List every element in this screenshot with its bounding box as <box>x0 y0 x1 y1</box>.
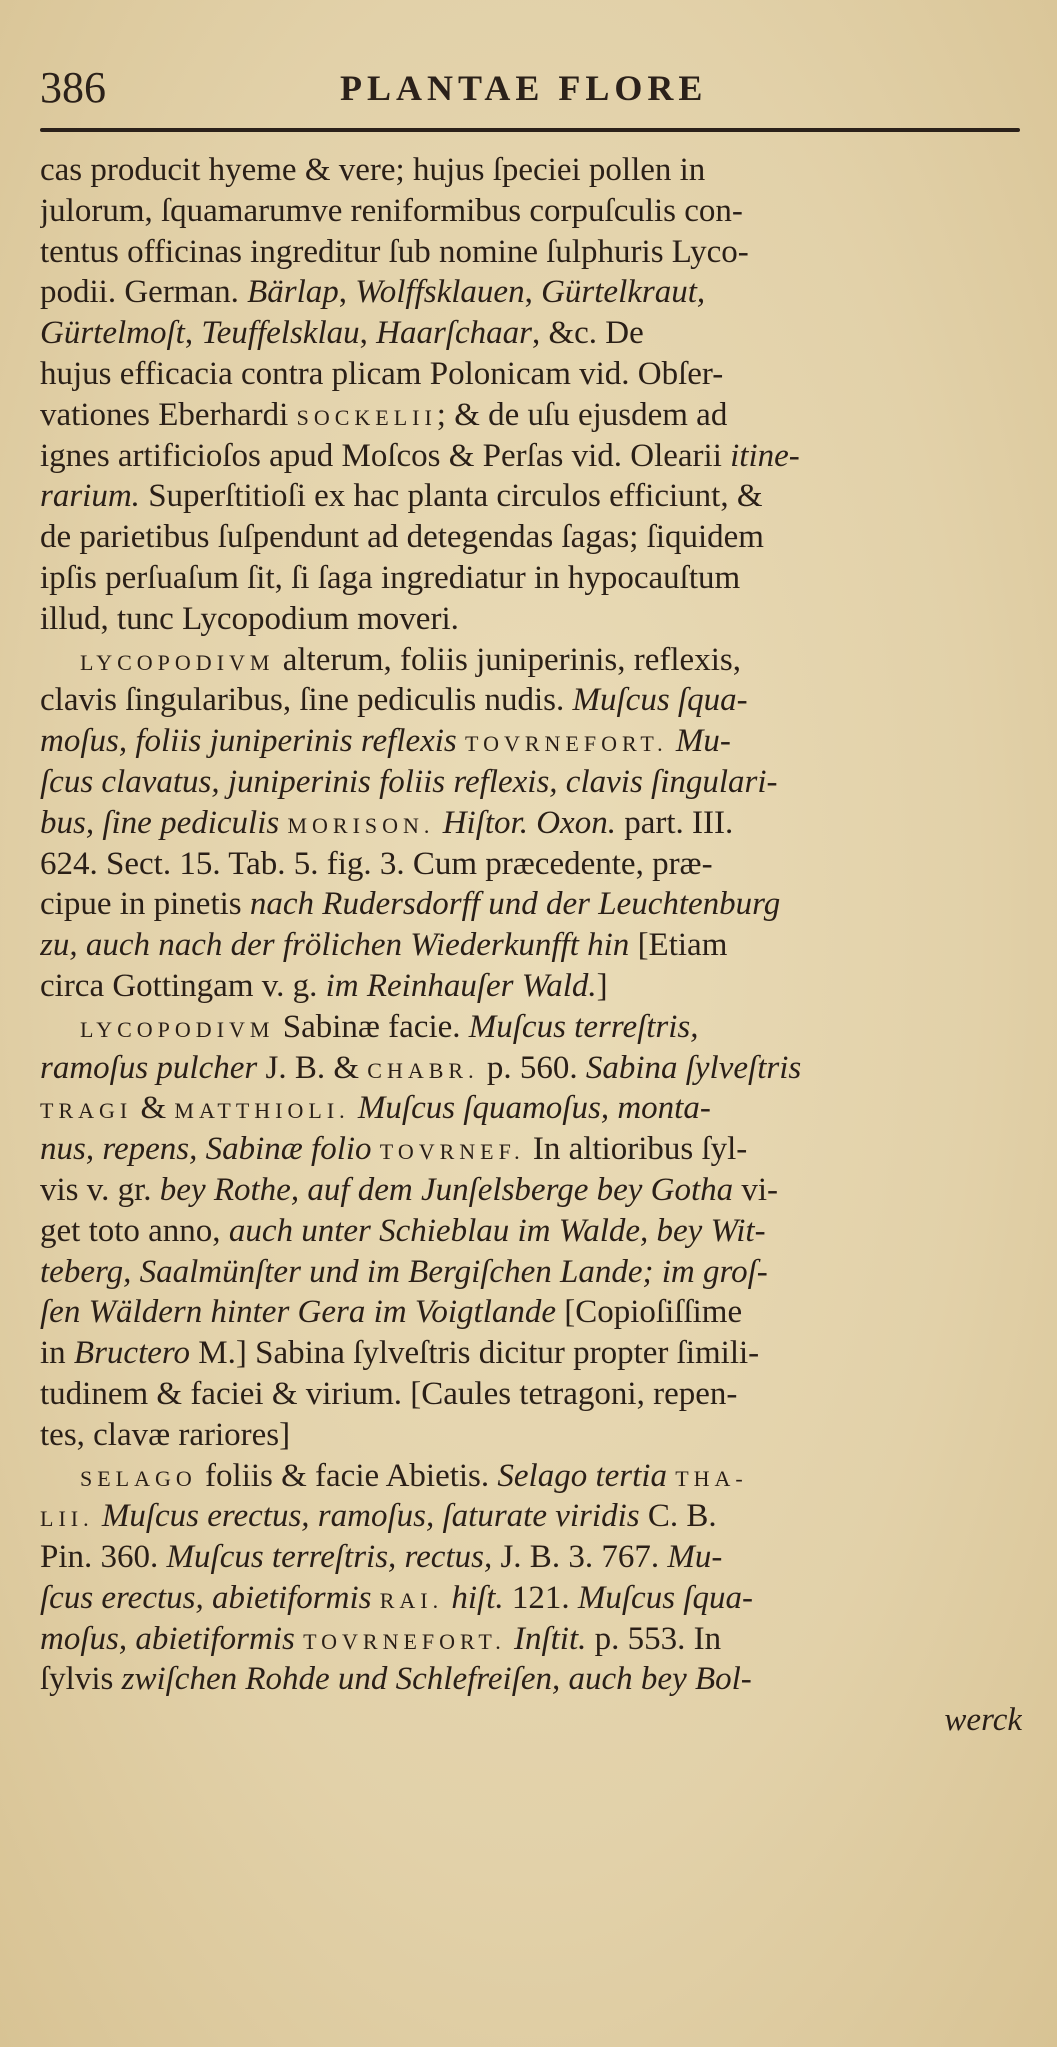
page-header <box>40 58 1020 118</box>
text-segment: ] <box>596 967 608 1004</box>
text-line <box>40 1088 1022 1129</box>
text-segment: werck <box>944 1702 1022 1739</box>
text-segment: ramoſus pulcher <box>40 1049 258 1086</box>
text-segment: Sabina ſylveſtris <box>585 1049 802 1086</box>
text-segment: LYCOPODIVM <box>80 1016 275 1042</box>
text-segment: ſen Wäldern hinter Gera im Voigtlande <box>40 1294 557 1331</box>
text-line <box>40 1456 1022 1497</box>
text-segment: vis v. gr. <box>40 1171 160 1208</box>
text-line <box>40 1496 1022 1537</box>
text-line <box>40 1700 1022 1741</box>
text-line <box>40 762 1022 803</box>
text-line <box>40 1619 1022 1660</box>
text-segment: auch unter Schieblau im Walde, bey Wit- <box>228 1212 766 1249</box>
text-segment: Muſcus ſquamoſus, monta- <box>357 1090 711 1127</box>
text-segment: Mu- <box>675 723 731 760</box>
text-line <box>40 517 1022 558</box>
text-segment: tudinem & faciei & virium. [Caules tetragoni, repen- <box>40 1375 738 1412</box>
text-segment: Pin. 360. <box>40 1539 167 1576</box>
text-segment: [Etiam <box>629 927 728 964</box>
text-segment: Sabinæ facie. <box>274 1008 469 1045</box>
text-segment: TOVRNEF. <box>379 1139 525 1165</box>
text-segment: MATTHIOLI. <box>174 1098 350 1124</box>
text-line <box>40 721 1022 762</box>
text-segment: Bärlap <box>247 274 339 311</box>
text-segment: bus, ſine pediculis <box>40 804 280 841</box>
text-segment: hiſt. <box>451 1579 504 1616</box>
text-segment: Muſcus terreſtris, <box>468 1008 699 1045</box>
text-segment: tes, clavæ rariores] <box>40 1416 291 1453</box>
text-segment: In altioribus ſyl- <box>524 1131 748 1168</box>
text-segment: part. III. <box>615 804 734 841</box>
text-segment: Muſcus ſqua- <box>572 682 748 719</box>
text-line <box>40 1252 1022 1293</box>
text-segment: LII. <box>40 1506 94 1532</box>
text-line <box>40 354 1022 395</box>
text-segment: ſylvis <box>40 1661 122 1698</box>
text-line <box>40 1578 1022 1619</box>
text-line <box>40 884 1022 925</box>
text-segment: p. 553. In <box>586 1620 722 1657</box>
text-segment: 121. <box>503 1579 578 1616</box>
text-segment: ſcus erectus, abietiformis <box>40 1579 372 1616</box>
text-segment: , <box>338 274 356 311</box>
text-segment: THA- <box>675 1465 748 1491</box>
text-segment <box>506 1621 514 1657</box>
text-segment: tentus officinas ingreditur ſub nomine ſulphuris Lyco- <box>40 233 749 270</box>
text-line <box>40 1129 1022 1170</box>
text-line <box>40 476 1022 517</box>
text-segment: C. B. <box>639 1498 717 1535</box>
text-segment: alterum, foliis juniperinis, reflexis, <box>274 641 741 678</box>
text-segment: TRAGI <box>40 1098 133 1124</box>
text-segment: Muſcus terreſtris, rectus, <box>166 1539 493 1576</box>
text-line <box>40 925 1022 966</box>
text-segment: Mu- <box>667 1539 723 1576</box>
text-segment: [Copioſiſſime <box>556 1294 743 1331</box>
text-line <box>40 436 1022 477</box>
text-line <box>40 680 1022 721</box>
text-line <box>40 1048 1022 1089</box>
text-segment: in <box>40 1335 74 1372</box>
text-line <box>40 1170 1022 1211</box>
text-line <box>40 272 1022 313</box>
text-line <box>40 1374 1022 1415</box>
text-segment: TOVRNEFORT. <box>465 731 668 757</box>
text-segment: 624. Sect. 15. Tab. 5. fig. 3. Cum præcedente, præ- <box>40 845 713 882</box>
text-segment: SELAGO <box>80 1465 197 1491</box>
text-segment: Gürtelmoſt <box>40 315 185 352</box>
text-segment: Bructero <box>73 1335 191 1372</box>
text-line <box>40 191 1022 232</box>
text-line <box>40 844 1022 885</box>
page-number: 386 <box>40 63 106 112</box>
text-segment: Teuffelsklau <box>201 315 360 352</box>
text-line <box>40 313 1022 354</box>
text-segment: itine- <box>730 437 800 474</box>
text-segment: ſcus clavatus, juniperinis foliis reflexis, clavis ſingulari- <box>40 763 778 800</box>
text-segment: ipſis perſuaſum ſit, ſi ſaga ingrediatur in hypocauſtum <box>40 559 741 596</box>
text-line <box>40 1415 1022 1456</box>
text-segment: TOVRNEFORT. <box>303 1628 506 1654</box>
text-line <box>40 1333 1022 1374</box>
text-segment: foliis & facie Abietis. <box>196 1457 498 1494</box>
text-segment: bey Rothe, auf dem Junſelsberge bey Gotha <box>159 1171 734 1208</box>
header-rule <box>40 128 1020 132</box>
text-segment <box>372 1131 380 1167</box>
text-segment: J. B. & <box>257 1049 368 1086</box>
text-segment <box>668 723 676 759</box>
text-segment: cipue in pinetis <box>40 886 250 923</box>
text-segment: SOCKELII <box>296 404 437 430</box>
text-segment: ; & de uſu ejusdem ad <box>436 396 728 433</box>
text-segment: circa Gottingam v. g. <box>40 967 326 1004</box>
text-line <box>40 558 1022 599</box>
text-segment: , &c. De <box>531 315 644 352</box>
text-segment: M.] Sabina ſylveſtris dicitur propter ſimili- <box>190 1335 760 1372</box>
text-segment: J. B. 3. 767. <box>492 1539 668 1576</box>
text-segment: Wolffsklauen <box>355 274 525 311</box>
text-segment: moſus, abietiformis <box>40 1620 295 1657</box>
text-line <box>40 395 1022 436</box>
text-segment: vi- <box>733 1171 779 1208</box>
text-segment <box>371 1580 379 1616</box>
text-segment <box>434 805 442 841</box>
text-segment: Selago tertia <box>497 1457 667 1494</box>
text-segment: de parietibus ſuſpendunt ad detegendas ſagas; ſiquidem <box>40 519 764 556</box>
text-segment: get toto anno, <box>40 1212 229 1249</box>
text-segment: cas producit hyeme & vere; hujus ſpeciei pollen in <box>40 152 706 188</box>
text-segment: rarium. <box>40 478 140 515</box>
text-segment: & <box>132 1090 175 1127</box>
text-line <box>40 1007 1022 1048</box>
text-segment: Haarſchaar <box>376 315 532 352</box>
text-line <box>40 640 1022 681</box>
text-line <box>40 599 1022 640</box>
text-segment: im Reinhauſer Wald. <box>325 967 597 1004</box>
text-line <box>40 966 1022 1007</box>
text-segment: zwiſchen Rohde und Schlefreiſen, auch bey Bol- <box>121 1661 752 1698</box>
text-segment: Hiſtor. Oxon. <box>442 804 616 841</box>
text-line <box>40 150 1022 191</box>
text-segment: podii. German. <box>40 274 248 311</box>
text-line <box>40 1211 1022 1252</box>
text-segment: , <box>359 315 377 352</box>
text-segment: RAI. <box>379 1587 444 1613</box>
text-segment: Superſtitioſi ex hac planta circulos efficiunt, & <box>139 478 763 515</box>
text-segment <box>350 1090 358 1126</box>
text-line <box>40 232 1022 273</box>
text-segment: MORISON. <box>287 812 435 838</box>
text-segment: vationes Eberhardi <box>40 396 297 433</box>
text-segment: LYCOPODIVM <box>80 649 275 675</box>
text-segment <box>667 1458 675 1494</box>
text-segment: nach Rudersdorff und der Leuchtenburg <box>249 886 781 923</box>
text-segment: Inſtit. <box>513 1620 587 1657</box>
text-segment: moſus, foliis juniperinis reflexis <box>40 723 457 760</box>
text-segment: zu, auch nach der frölichen Wiederkunfft hin <box>40 927 630 964</box>
text-segment: Muſcus ſqua- <box>577 1579 753 1616</box>
running-title: PLANTAE FLORE <box>340 68 708 108</box>
text-line <box>40 803 1022 844</box>
text-segment: , <box>184 315 202 352</box>
text-segment: Muſcus erectus, ramoſus, ſaturate viridis <box>101 1498 640 1535</box>
body-text <box>40 150 1022 1741</box>
text-segment: hujus efficacia contra plicam Polonicam vid. Obſer- <box>40 355 724 392</box>
text-segment: , <box>524 274 542 311</box>
text-segment: teberg, Saalmünſter und im Bergiſchen Lande; im groſ- <box>40 1253 768 1290</box>
text-segment: clavis ſingularibus, ſine pediculis nudis. <box>40 682 573 719</box>
text-line <box>40 1659 1022 1700</box>
text-segment <box>295 1621 303 1657</box>
text-segment: p. 560. <box>478 1049 586 1086</box>
text-segment: nus, repens, Sabinæ folio <box>40 1131 372 1168</box>
text-segment: julorum, ſquamarumve reniformibus corpuſculis con- <box>40 192 743 229</box>
text-segment: illud, tunc Lycopodium moveri. <box>40 600 459 637</box>
text-line <box>40 1537 1022 1578</box>
text-segment: CHABR. <box>367 1057 479 1083</box>
text-segment <box>94 1498 102 1534</box>
text-segment: ignes artificioſos apud Moſcos & Perſas vid. Olearii <box>40 437 731 474</box>
text-line <box>40 1292 1022 1333</box>
text-segment: Gürtelkraut, <box>541 274 706 311</box>
text-segment <box>457 723 465 759</box>
